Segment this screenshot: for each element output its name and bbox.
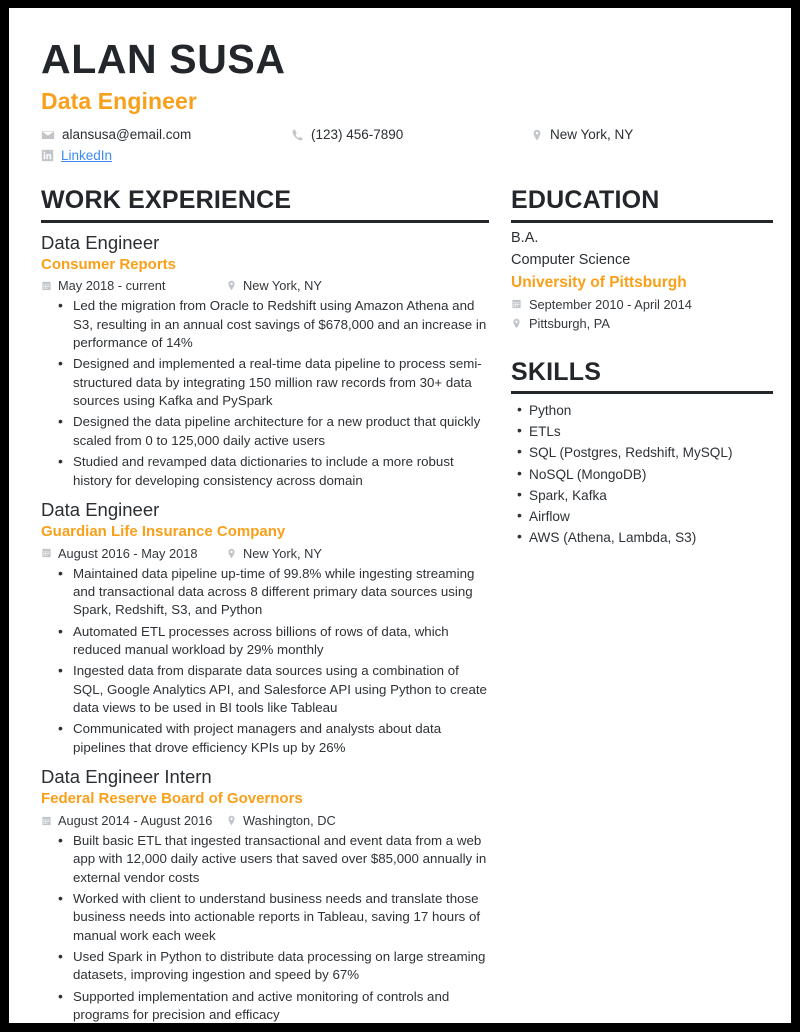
work-bullet: • Led the migration from Oracle to Redshift using Amazon Athena and S3, resulting in an annual cost savings of $678,000 and an increase in performance of 14%	[71, 297, 489, 352]
envelope-icon	[41, 128, 55, 142]
calendar-icon	[41, 280, 52, 292]
work-bullet: • Ingested data from disparate data sources using a combination of SQL, Google Analytics API, and Salesforce API using Python to create data views to be used in BI tools like Tableau	[71, 662, 489, 717]
linkedin-icon	[41, 149, 54, 162]
candidate-name: ALAN SUSA	[41, 36, 286, 82]
work-role: Data Engineer Intern	[41, 766, 212, 788]
work-location-text: New York, NY	[243, 278, 322, 294]
map-pin-icon	[226, 547, 237, 560]
education-dates-text: September 2010 - April 2014	[529, 296, 692, 312]
contact-location	[531, 127, 761, 142]
skills-list	[505, 400, 773, 547]
education-title: EDUCATION	[511, 186, 660, 215]
education-section	[505, 187, 773, 331]
resume-body	[35, 187, 769, 1027]
work-org: Consumer Reports	[41, 255, 177, 273]
skill-item: • Python	[529, 400, 773, 421]
work-dates-text: August 2014 - August 2016	[58, 813, 213, 829]
map-pin-icon	[226, 279, 237, 292]
work-location	[226, 546, 322, 561]
work-role: Data Engineer	[41, 498, 160, 520]
contact-linkedin[interactable]	[41, 148, 112, 163]
work-dates-text: May 2018 - current	[58, 278, 166, 294]
work-bullet: • Built basic ETL that ingested transactional and event data from a web app with 12,000 daily active users that saved over $85,000 annually in external vendor costs	[71, 832, 489, 887]
work-bullet: • Designed and implemented a real-time data pipeline to process semi-structured data by integrating 150 million raw records from 30+ data sources using Kafka and PySpark	[71, 355, 489, 410]
work-org: Federal Reserve Board of Governors	[41, 790, 303, 808]
work-experience-title: WORK EXPERIENCE	[41, 186, 292, 215]
left-column	[35, 187, 505, 1027]
education-rule	[511, 220, 773, 223]
skills-title: SKILLS	[511, 357, 602, 386]
work-entry	[41, 231, 489, 490]
education-location	[511, 316, 773, 331]
work-location	[226, 813, 336, 828]
work-entry	[41, 765, 489, 1024]
education-degree: B.A.	[511, 229, 539, 246]
work-dates	[41, 546, 226, 561]
right-column	[505, 187, 773, 1027]
work-experience-rule	[41, 220, 489, 223]
work-bullet: • Communicated with project managers and analysts about data pipelines that drove efficiency KPIs up by 26%	[71, 720, 489, 757]
work-dates-text: August 2016 - May 2018	[58, 545, 198, 561]
work-bullet: • Automated ETL processes across billions of rows of data, which reduced manual workload by 29% monthly	[71, 623, 489, 660]
contact-location-text: New York, NY	[550, 127, 634, 143]
skills-section	[505, 359, 773, 548]
skill-item: • ETLs	[529, 421, 773, 442]
work-role: Data Engineer	[41, 231, 160, 253]
resume-page	[9, 8, 791, 1023]
work-location	[226, 278, 322, 293]
skill-item: • Airflow	[529, 506, 773, 527]
skill-item: • AWS (Athena, Lambda, S3)	[529, 527, 773, 548]
contact-email-text: alansusa@email.com	[62, 127, 192, 143]
work-entry	[41, 498, 489, 757]
work-bullet: • Studied and revamped data dictionaries to include a more robust history for developing consistency across domain	[71, 453, 489, 490]
candidate-job-title: Data Engineer	[41, 88, 197, 115]
calendar-icon	[511, 298, 522, 310]
work-bullet: • Used Spark in Python to distribute data processing on large streaming datasets, improving ingestion and speed by 67%	[71, 948, 489, 985]
work-meta	[41, 278, 489, 293]
work-bullet: • Designed the data pipeline architecture for a new product that quickly scaled from 0 to 125,000 daily active users	[71, 413, 489, 450]
work-bullet: • Supported implementation and active monitoring of controls and programs for precision and efficacy	[71, 988, 489, 1025]
map-pin-icon	[226, 814, 237, 827]
contact-phone[interactable]	[291, 127, 531, 142]
work-bullets	[41, 565, 489, 757]
work-dates	[41, 278, 226, 293]
phone-icon	[291, 128, 304, 142]
work-org: Guardian Life Insurance Company	[41, 522, 286, 540]
skill-item: • SQL (Postgres, Redshift, MySQL)	[529, 442, 773, 463]
work-location-text: New York, NY	[243, 545, 322, 561]
work-bullets	[41, 832, 489, 1024]
work-bullet: • Maintained data pipeline up-time of 99.8% while ingesting streaming and transactional data across 8 different primary data sources using Spark, Redshift, S3, and Python	[71, 565, 489, 620]
work-bullet: • Worked with client to understand business needs and translate those business needs into actionable reports in Tableau, saving 17 hours of manual work each week	[71, 890, 489, 945]
work-bullets	[41, 297, 489, 489]
work-meta	[41, 546, 489, 561]
skill-item: • Spark, Kafka	[529, 485, 773, 506]
contact-phone-text: (123) 456-7890	[311, 127, 404, 143]
education-dates	[511, 297, 773, 312]
skills-rule	[511, 391, 773, 394]
work-dates	[41, 813, 226, 828]
work-meta	[41, 813, 489, 828]
work-location-text: Washington, DC	[243, 813, 336, 829]
contact-row-primary	[41, 127, 769, 142]
contact-email[interactable]	[41, 127, 291, 142]
education-school: University of Pittsburgh	[511, 273, 687, 291]
education-location-text: Pittsburgh, PA	[529, 315, 610, 331]
skill-item: • NoSQL (MongoDB)	[529, 464, 773, 485]
map-pin-icon	[511, 317, 522, 330]
contact-linkedin-text[interactable]: LinkedIn	[61, 148, 113, 164]
section-spacer	[505, 331, 773, 357]
calendar-icon	[41, 547, 52, 559]
map-pin-icon	[531, 128, 543, 142]
calendar-icon	[41, 815, 52, 827]
education-field: Computer Science	[511, 252, 631, 269]
contact-row-secondary	[41, 148, 769, 163]
resume-header	[35, 38, 769, 163]
